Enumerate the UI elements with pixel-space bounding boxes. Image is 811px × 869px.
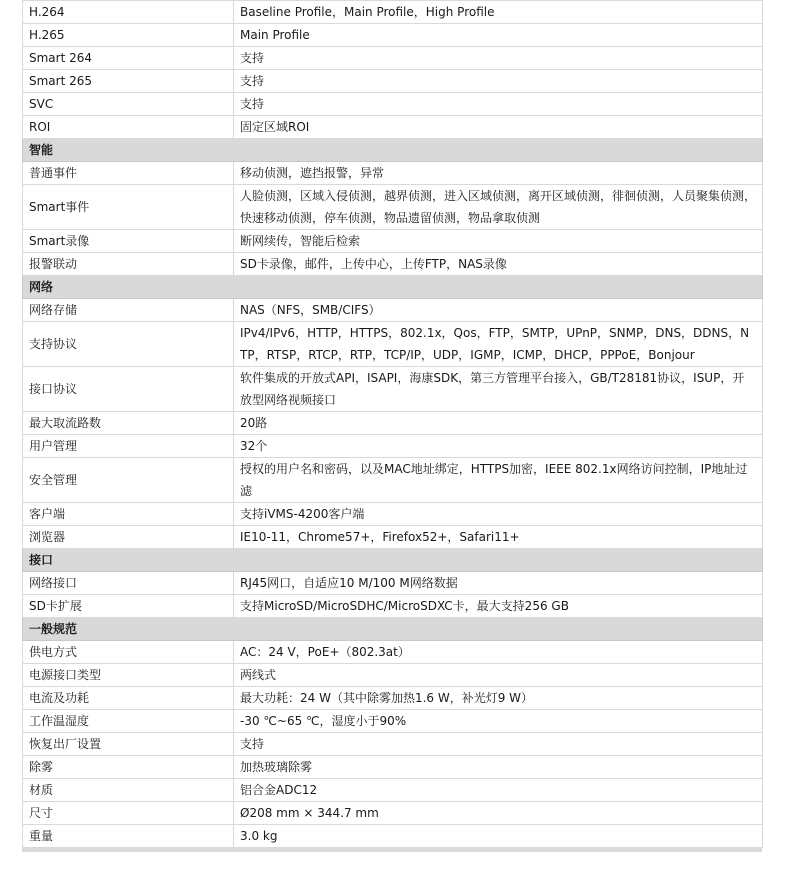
table-row [23,664,763,687]
spec-label: 接口协议 [23,367,234,412]
spec-label: 报警联动 [23,253,234,276]
table-row [23,503,763,526]
table-row [23,687,763,710]
spec-label: 客户端 [23,503,234,526]
spec-value: 加热玻璃除雾 [234,756,763,779]
table-end-bar [22,848,762,852]
spec-value: 铝合金ADC12 [234,779,763,802]
spec-value: 软件集成的开放式API，ISAPI，海康SDK，第三方管理平台接入，GB/T28181协议，ISUP，开放型网络视频接口 [234,367,763,412]
table-row [23,756,763,779]
table-row [23,322,763,367]
spec-value: Main Profile [234,24,763,47]
table-row [23,367,763,412]
spec-value: 20路 [234,412,763,435]
spec-label: H.264 [23,1,234,24]
table-row [23,825,763,848]
spec-value: RJ45网口，自适应10 M/100 M网络数据 [234,572,763,595]
spec-table-body [23,1,763,848]
section-header-row [23,618,763,641]
spec-value: 移动侦测，遮挡报警，异常 [234,162,763,185]
section-header-row [23,139,763,162]
table-row [23,185,763,230]
table-row [23,230,763,253]
spec-label: 重量 [23,825,234,848]
table-row [23,70,763,93]
spec-label: H.265 [23,24,234,47]
spec-label: 材质 [23,779,234,802]
section-title: 一般规范 [23,618,763,641]
table-row [23,572,763,595]
spec-label: 尺寸 [23,802,234,825]
spec-label: 最大取流路数 [23,412,234,435]
spec-label: 网络存储 [23,299,234,322]
spec-value: 两线式 [234,664,763,687]
table-row [23,435,763,458]
spec-value: 支持 [234,93,763,116]
table-row [23,162,763,185]
table-row [23,1,763,24]
spec-label: 工作温湿度 [23,710,234,733]
table-row [23,526,763,549]
spec-value: 人脸侦测，区域入侵侦测，越界侦测，进入区域侦测，离开区域侦测，徘徊侦测，人员聚集侦测，快速移动侦测，停车侦测，物品遗留侦测，物品拿取侦测 [234,185,763,230]
spec-value: Ø208 mm × 344.7 mm [234,802,763,825]
spec-label: 支持协议 [23,322,234,367]
spec-table [22,0,763,848]
spec-value: 支持iVMS-4200客户端 [234,503,763,526]
spec-value: -30 ℃~65 ℃，湿度小于90% [234,710,763,733]
spec-value: SD卡录像，邮件，上传中心，上传FTP，NAS录像 [234,253,763,276]
table-row [23,710,763,733]
spec-label: 浏览器 [23,526,234,549]
spec-label: Smart 265 [23,70,234,93]
spec-label: 供电方式 [23,641,234,664]
table-row [23,779,763,802]
spec-table-container [22,0,762,852]
spec-label: 电源接口类型 [23,664,234,687]
section-header-row [23,549,763,572]
spec-label: Smart 264 [23,47,234,70]
table-row [23,458,763,503]
spec-label: Smart录像 [23,230,234,253]
spec-label: 网络接口 [23,572,234,595]
table-row [23,412,763,435]
spec-label: 普通事件 [23,162,234,185]
spec-label: 电流及功耗 [23,687,234,710]
spec-value: 支持 [234,70,763,93]
spec-value: 固定区域ROI [234,116,763,139]
table-row [23,733,763,756]
section-title: 智能 [23,139,763,162]
section-title: 网络 [23,276,763,299]
table-row [23,802,763,825]
spec-label: 用户管理 [23,435,234,458]
spec-value: IE10-11，Chrome57+，Firefox52+，Safari11+ [234,526,763,549]
section-header-row [23,276,763,299]
table-row [23,93,763,116]
spec-value: IPv4/IPv6，HTTP，HTTPS，802.1x，Qos，FTP，SMTP，UPnP，SNMP，DNS，DDNS，NTP，RTSP，RTCP，RTP，TCP/IP，UDP，IGMP，ICMP，DHCP，PPPoE，Bonjour [234,322,763,367]
table-row [23,116,763,139]
spec-label: Smart事件 [23,185,234,230]
spec-label: ROI [23,116,234,139]
spec-value: 支持 [234,47,763,70]
spec-label: SVC [23,93,234,116]
spec-value: 3.0 kg [234,825,763,848]
spec-value: 断网续传，智能后检索 [234,230,763,253]
spec-label: 恢复出厂设置 [23,733,234,756]
spec-value: 32个 [234,435,763,458]
section-title: 接口 [23,549,763,572]
spec-label: SD卡扩展 [23,595,234,618]
spec-value: AC：24 V，PoE+（802.3at） [234,641,763,664]
spec-value: 授权的用户名和密码，以及MAC地址绑定，HTTPS加密，IEEE 802.1x网络访问控制，IP地址过滤 [234,458,763,503]
table-row [23,641,763,664]
spec-value: 最大功耗：24 W（其中除雾加热1.6 W，补光灯9 W） [234,687,763,710]
table-row [23,595,763,618]
spec-value: 支持 [234,733,763,756]
spec-value: NAS（NFS，SMB/CIFS） [234,299,763,322]
table-row [23,253,763,276]
table-row [23,24,763,47]
spec-value: 支持MicroSD/MicroSDHC/MicroSDXC卡，最大支持256 GB [234,595,763,618]
table-row [23,299,763,322]
spec-label: 除雾 [23,756,234,779]
table-row [23,47,763,70]
spec-value: Baseline Profile，Main Profile，High Profile [234,1,763,24]
spec-label: 安全管理 [23,458,234,503]
